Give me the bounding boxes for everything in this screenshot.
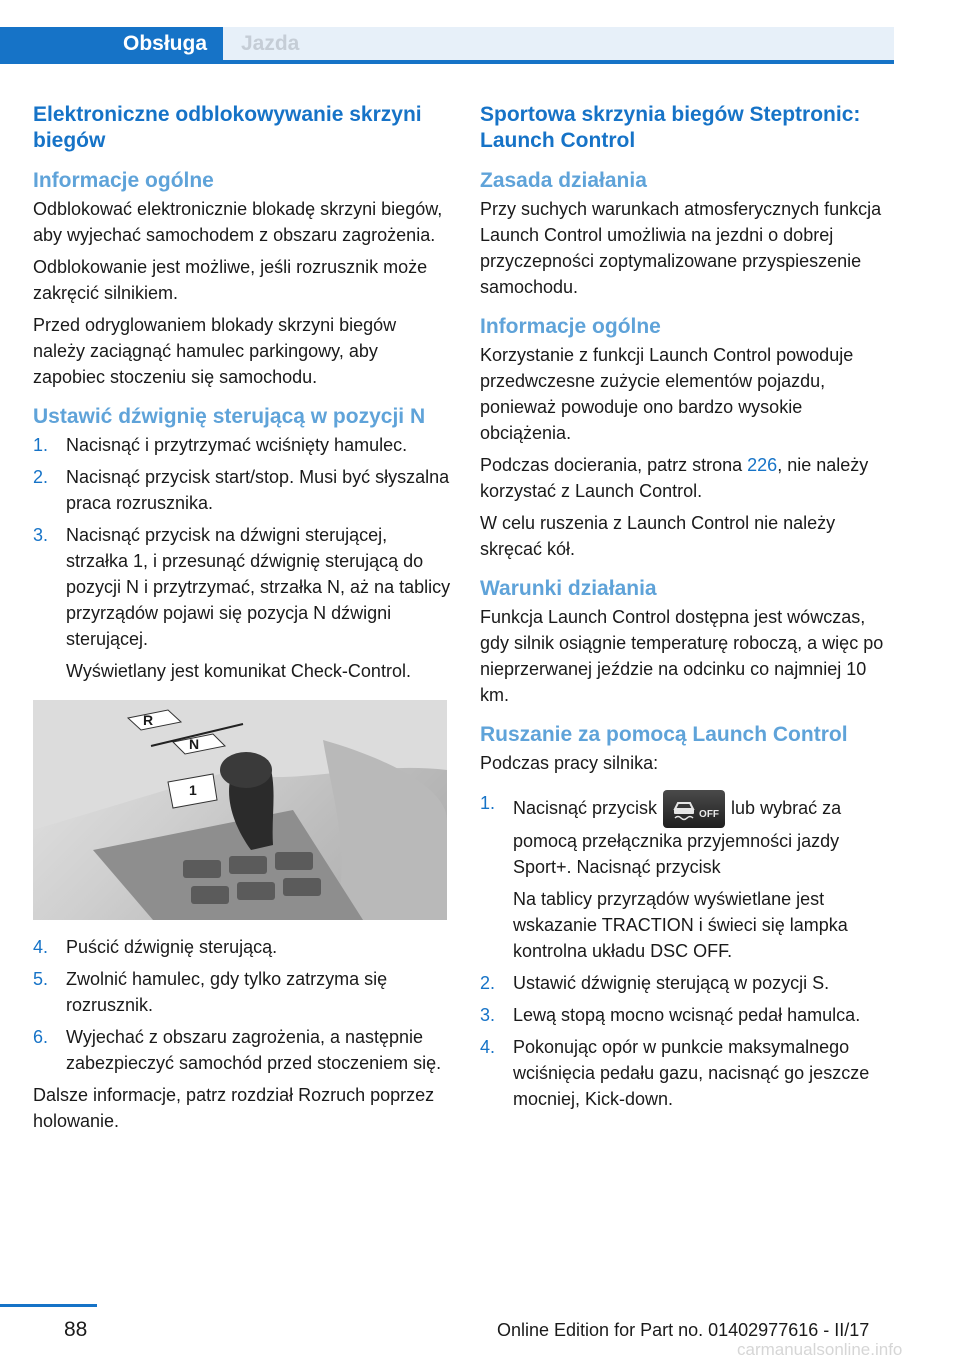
step-text: Ustawić dźwignię sterującą w pozycji S. xyxy=(513,973,830,993)
step-text: Nacisnąć przycisk start/stop. Musi być słyszalna praca rozrusznika. xyxy=(66,467,450,513)
page-link[interactable]: 226 xyxy=(747,455,778,475)
steps-list-b xyxy=(33,934,451,1076)
step-number: 3. xyxy=(480,1005,496,1025)
paragraph xyxy=(480,452,898,504)
steps-list-a xyxy=(33,432,451,684)
step-number: 3. xyxy=(33,525,49,545)
button-label: OFF xyxy=(699,809,720,820)
gear-lever-illustration xyxy=(33,700,447,920)
label-1: 1 xyxy=(189,782,197,798)
text: Podczas docierania, patrz strona xyxy=(480,455,748,475)
closing-paragraph: Dalsze informacje, patrz rozdział Rozruch poprzez holowanie. xyxy=(33,1085,435,1131)
paragraph: Odblokowanie jest możliwe, jeśli rozrusznik może zakręcić silnikiem. xyxy=(33,257,428,303)
page-number: 88 xyxy=(64,1318,88,1341)
list-item xyxy=(33,934,451,960)
steps-list xyxy=(480,790,898,1112)
list-item xyxy=(33,432,451,458)
list-item xyxy=(480,790,898,964)
step-number: 2. xyxy=(480,973,496,993)
heading-conditions: Warunki działania xyxy=(480,577,657,600)
step-text: Pokonując opór w punkcie maksymalnego wciśnięcia pedału gazu, nacisnąć go jeszcze mocniej, Kick-down. xyxy=(513,1037,870,1109)
heading-principle: Zasada działania xyxy=(480,169,647,192)
list-item xyxy=(480,1034,898,1112)
step-number: 1. xyxy=(480,793,496,813)
watermark: carmanualsonline.info xyxy=(737,1340,903,1359)
list-item xyxy=(480,1002,898,1028)
step-text: Nacisnąć i przytrzymać wciśnięty hamulec. xyxy=(66,435,408,455)
step-text: Nacisnąć przycisk na dźwigni sterującej, strzałka 1, i przesunąć dźwignię sterującą do pozycji N i przytrzymać, strzałka N, aż na tablicy przyrządów pojawi się pozycja N dźwigni sterującej. xyxy=(66,525,451,649)
list-item xyxy=(33,522,451,684)
list-item xyxy=(33,1024,451,1076)
header-rule xyxy=(0,60,894,64)
paragraph: Korzystanie z funkcji Launch Control powoduje przedwczesne zużycie elementów pojazdu, ponieważ powoduje ono bardzo wysokie obciążenia. xyxy=(480,345,854,443)
edition-text: Online Edition for Part no. 01402977616 - II/17 xyxy=(497,1320,870,1340)
step-text: Nacisnąć przycisk xyxy=(513,798,658,818)
heading-starting: Ruszanie za pomocą Launch Control xyxy=(480,723,848,746)
list-item xyxy=(480,970,898,996)
step-number: 2. xyxy=(33,467,49,487)
tab-obsluga[interactable]: Obsługa xyxy=(0,27,223,60)
step-number: 4. xyxy=(33,937,49,957)
heading-set-lever-n: Ustawić dźwignię sterującą w pozycji N xyxy=(33,405,426,428)
step-note: Na tablicy przyrządów wyświetlane jest wskazanie TRACTION i świeci się lampka kontrolna układu DSC OFF. xyxy=(513,889,848,961)
step-text: Lewą stopą mocno wcisnąć pedał hamulca. xyxy=(513,1005,861,1025)
right-column xyxy=(480,102,898,1118)
text: , nie należy korzystać z Launch Control. xyxy=(480,455,869,501)
paragraph: Przed odryglowaniem blokady skrzyni biegów należy zaciągnąć hamulec parkingowy, aby zapobiec stoczeniu się samochodu. xyxy=(33,315,397,387)
list-item xyxy=(33,966,451,1018)
label-r: R xyxy=(143,712,154,728)
section-title-unlock: Elektroniczne odblokowywanie skrzyni biegów xyxy=(33,103,422,152)
car-skid-icon xyxy=(669,797,699,821)
page-header xyxy=(0,27,960,60)
step-number: 5. xyxy=(33,969,49,989)
step-text: lub wybrać za pomocą przełącznika przyjemności jazdy Sport+. Nacisnąć przycisk xyxy=(513,798,842,877)
paragraph: Funkcja Launch Control dostępna jest wówczas, gdy silnik osiągnie temperaturę roboczą, a więc po nieprzerwanej jeździe na odcinku co najmniej 10 km. xyxy=(480,607,884,705)
label-n: N xyxy=(189,736,200,752)
step-note: Wyświetlany jest komunikat Check-Control. xyxy=(66,661,411,681)
paragraph: Podczas pracy silnika: xyxy=(480,753,659,773)
list-item xyxy=(33,464,451,516)
heading-general-info: Informacje ogólne xyxy=(480,315,661,338)
step-text: Puścić dźwignię sterującą. xyxy=(66,937,278,957)
paragraph: Przy suchych warunkach atmosferycznych funkcja Launch Control umożliwia na jezdni o dobrej przyczepności zoptymalizowane przyspieszenie samochodu. xyxy=(480,199,882,297)
paragraph: W celu ruszenia z Launch Control nie należy skręcać kół. xyxy=(480,513,836,559)
heading-general-info: Informacje ogólne xyxy=(33,169,214,192)
gear-lever-photo xyxy=(33,700,447,920)
dsc-off-button-icon xyxy=(663,790,725,828)
step-text: Wyjechać z obszaru zagrożenia, a następnie zabezpieczyć samochód przed stoczeniem się. xyxy=(66,1027,442,1073)
footer-rule xyxy=(0,1304,97,1307)
step-number: 4. xyxy=(480,1037,496,1057)
paragraph: Odblokować elektronicznie blokadę skrzyni biegów, aby wyjechać samochodem z obszaru zagrożenia. xyxy=(33,199,443,245)
step-number: 1. xyxy=(33,435,49,455)
step-text: Zwolnić hamulec, gdy tylko zatrzyma się rozrusznik. xyxy=(66,969,388,1015)
left-column xyxy=(33,102,451,1140)
section-title-launch-control: Sportowa skrzynia biegów Steptronic: Launch Control xyxy=(480,103,861,152)
step-number: 6. xyxy=(33,1027,49,1047)
tab-jazda[interactable]: Jazda xyxy=(223,27,894,60)
